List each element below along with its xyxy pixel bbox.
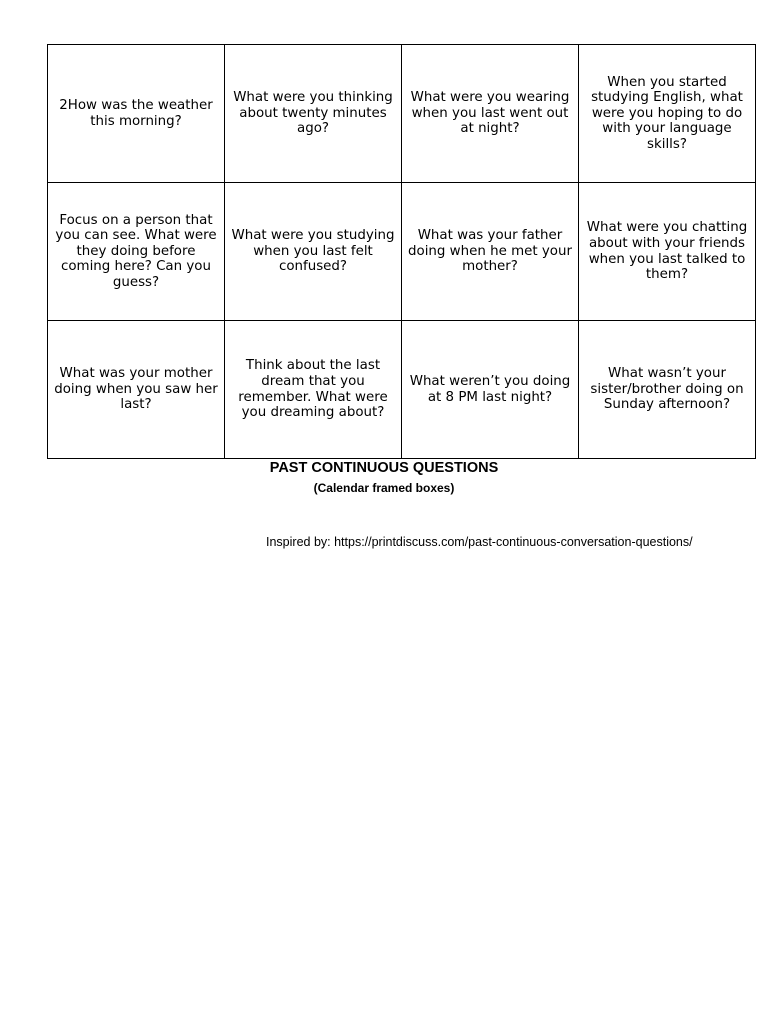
grid-row-2 (48, 183, 756, 321)
question-cell: What were you wearing when you last went out at night? (402, 45, 579, 183)
credit-line: Inspired by: https://printdiscuss.com/past-continuous-conversation-questions/ (266, 535, 693, 549)
grid-row-3 (48, 321, 756, 459)
question-cell: What were you thinking about twenty minutes ago? (225, 45, 402, 183)
question-cell: 2How was the weather this morning? (48, 45, 225, 183)
question-cell: Focus on a person that you can see. What were they doing before coming here? Can you guess? (48, 183, 225, 321)
question-cell: When you started studying English, what were you hoping to do with your language skills? (579, 45, 756, 183)
question-grid (47, 44, 756, 459)
question-cell: Think about the last dream that you remember. What were you dreaming about? (225, 321, 402, 459)
page-subtitle: (Calendar framed boxes) (313, 481, 455, 495)
question-cell: What was your father doing when he met your mother? (402, 183, 579, 321)
question-cell: What were you studying when you last felt confused? (225, 183, 402, 321)
question-cell: What was your mother doing when you saw her last? (48, 321, 225, 459)
question-cell: What weren’t you doing at 8 PM last night? (402, 321, 579, 459)
question-cell: What were you chatting about with your friends when you last talked to them? (579, 183, 756, 321)
grid-row-1 (48, 45, 756, 183)
question-cell: What wasn’t your sister/brother doing on Sunday afternoon? (579, 321, 756, 459)
page-title: PAST CONTINUOUS QUESTIONS (269, 460, 499, 476)
